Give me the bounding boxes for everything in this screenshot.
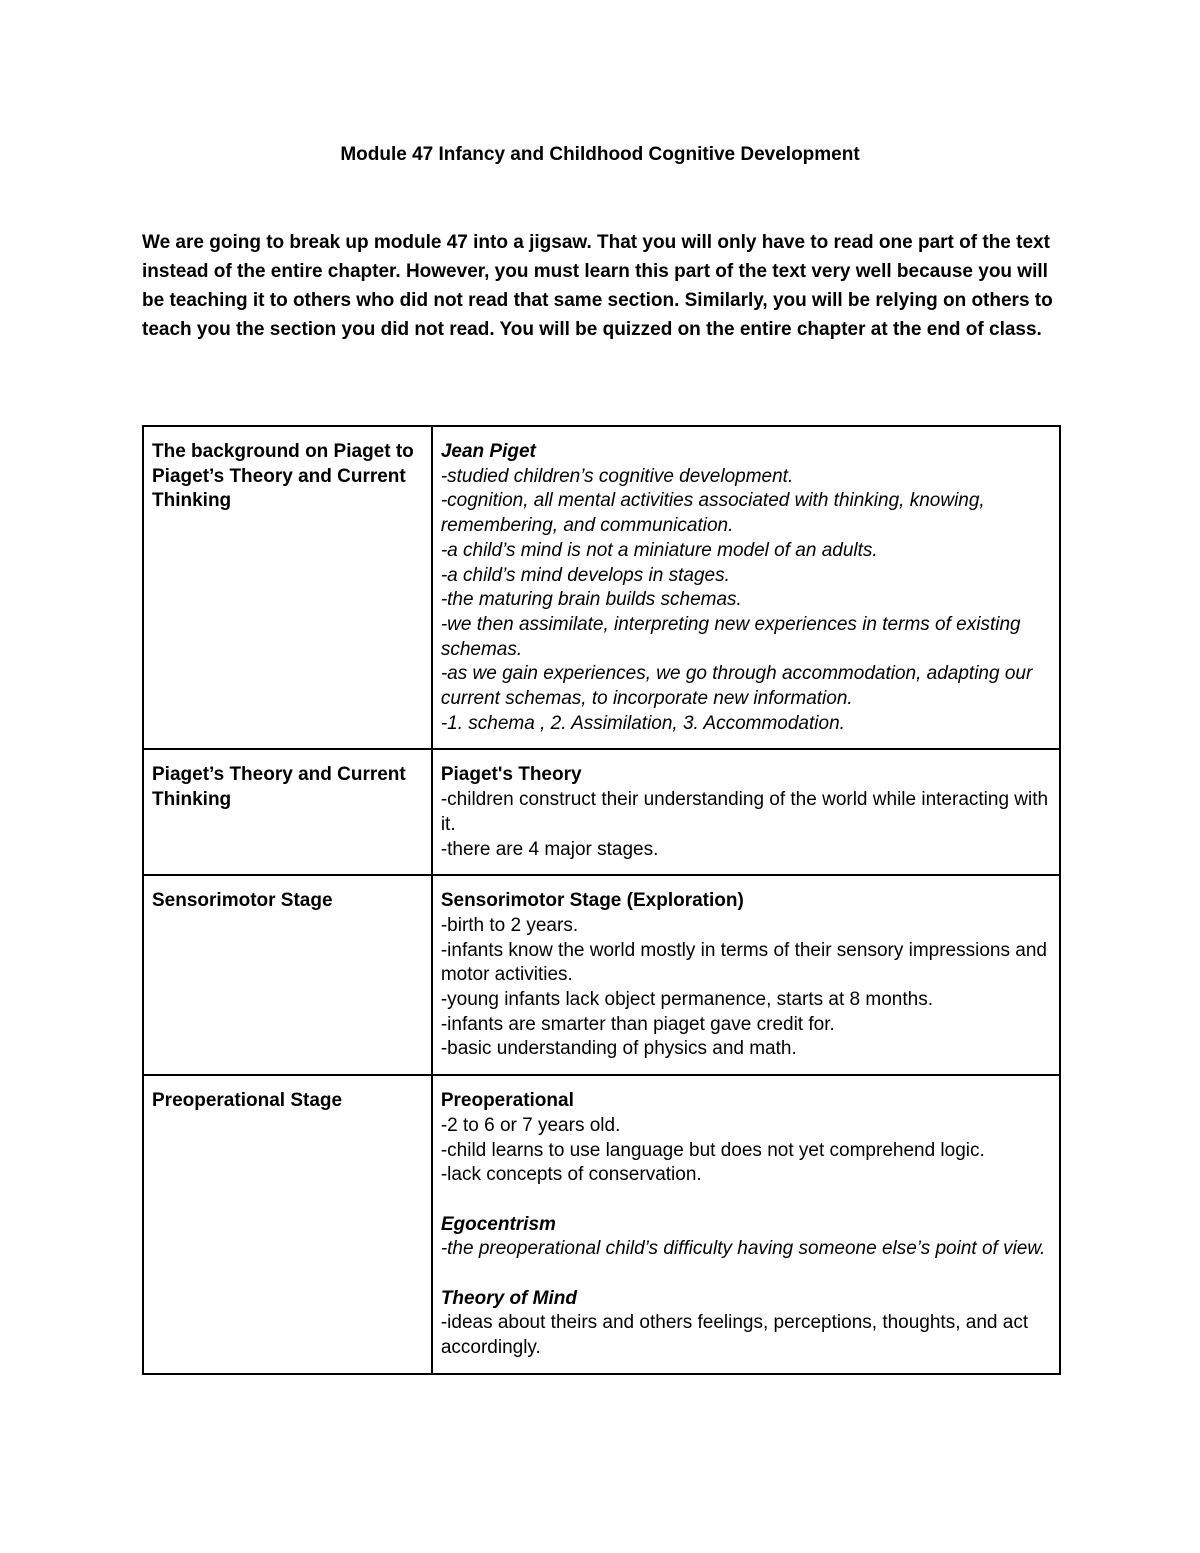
- row-notes: [432, 749, 1060, 875]
- notes-heading: Jean Piget: [440, 441, 536, 462]
- notes-line: -child learns to use language but does not yet comprehend logic.: [440, 1139, 985, 1161]
- notes-line: -lack concepts of conservation.: [440, 1164, 702, 1186]
- notes-line: -cognition, all mental activities associated with thinking, knowing, remembering, and communication.: [440, 490, 985, 537]
- notes-heading: Piaget's Theory: [440, 764, 582, 786]
- table-row: [143, 749, 1060, 875]
- row-notes: [432, 426, 1060, 749]
- row-notes: [432, 875, 1060, 1075]
- page-title: Module 47 Infancy and Childhood Cognitive Development: [340, 144, 860, 165]
- table-row: [143, 426, 1060, 749]
- notes-line: -as we gain experiences, we go through accommodation, adapting our current schemas, to incorporate new information.: [440, 663, 1033, 710]
- notes-heading: Preoperational: [440, 1090, 574, 1112]
- notes-line: -a child’s mind is not a miniature model of an adults.: [440, 539, 878, 561]
- row-label: The background on Piaget to Piaget’s Theory and Current Thinking: [143, 426, 432, 749]
- notes-line: -studied children’s cognitive development.: [440, 465, 794, 487]
- row-label: Sensorimotor Stage: [143, 875, 432, 1075]
- spacer: [441, 1262, 1051, 1287]
- notes-line: -ideas about theirs and others feelings, perceptions, thoughts, and act accordingly.: [440, 1312, 1029, 1359]
- theory-of-mind-heading: Theory of Mind: [440, 1287, 577, 1309]
- row-notes: [432, 1075, 1060, 1374]
- notes-line: -children construct their understanding of the world while interacting with it.: [440, 789, 1049, 835]
- table-row: [143, 1075, 1060, 1374]
- notes-line: -the maturing brain builds schemas.: [440, 589, 742, 611]
- notes-line: -basic understanding of physics and math.: [440, 1038, 797, 1060]
- intro-paragraph: We are going to break up module 47 into a jigsaw. That you will only have to read one part of the text instead of the entire chapter. However, you must learn this part of the text very well because you will be teaching it to others who did not read that same section. Similarly, you will be relying on others to teach you the section you did not read. You will be quizzed on the entire chapter at the end of class.: [142, 232, 1053, 340]
- notes-line: -birth to 2 years.: [440, 914, 579, 936]
- notes-line: -there are 4 major stages.: [440, 838, 659, 860]
- notes-line: -young infants lack object permanence, starts at 8 months.: [440, 989, 933, 1011]
- row-label: Preoperational Stage: [143, 1075, 432, 1374]
- table-row: [143, 875, 1060, 1075]
- notes-heading: Sensorimotor Stage (Exploration): [440, 890, 744, 912]
- row-label: Piaget’s Theory and Current Thinking: [143, 749, 432, 875]
- notes-line: -2 to 6 or 7 years old.: [440, 1114, 621, 1136]
- notes-line: -infants know the world mostly in terms of their sensory impressions and motor activities.: [440, 939, 1047, 986]
- egocentrism-heading: Egocentrism: [440, 1213, 556, 1235]
- notes-line: -1. schema , 2. Assimilation, 3. Accommodation.: [440, 712, 845, 734]
- notes-line: -the preoperational child’s difficulty having someone else’s point of view.: [440, 1238, 1046, 1260]
- notes-line: -a child’s mind develops in stages.: [440, 564, 730, 586]
- notes-line: -we then assimilate, interpreting new experiences in terms of existing schemas.: [440, 613, 1021, 660]
- spacer: [441, 1188, 1051, 1213]
- notes-line: -infants are smarter than piaget gave credit for.: [440, 1013, 835, 1035]
- jigsaw-table: [142, 425, 1061, 1375]
